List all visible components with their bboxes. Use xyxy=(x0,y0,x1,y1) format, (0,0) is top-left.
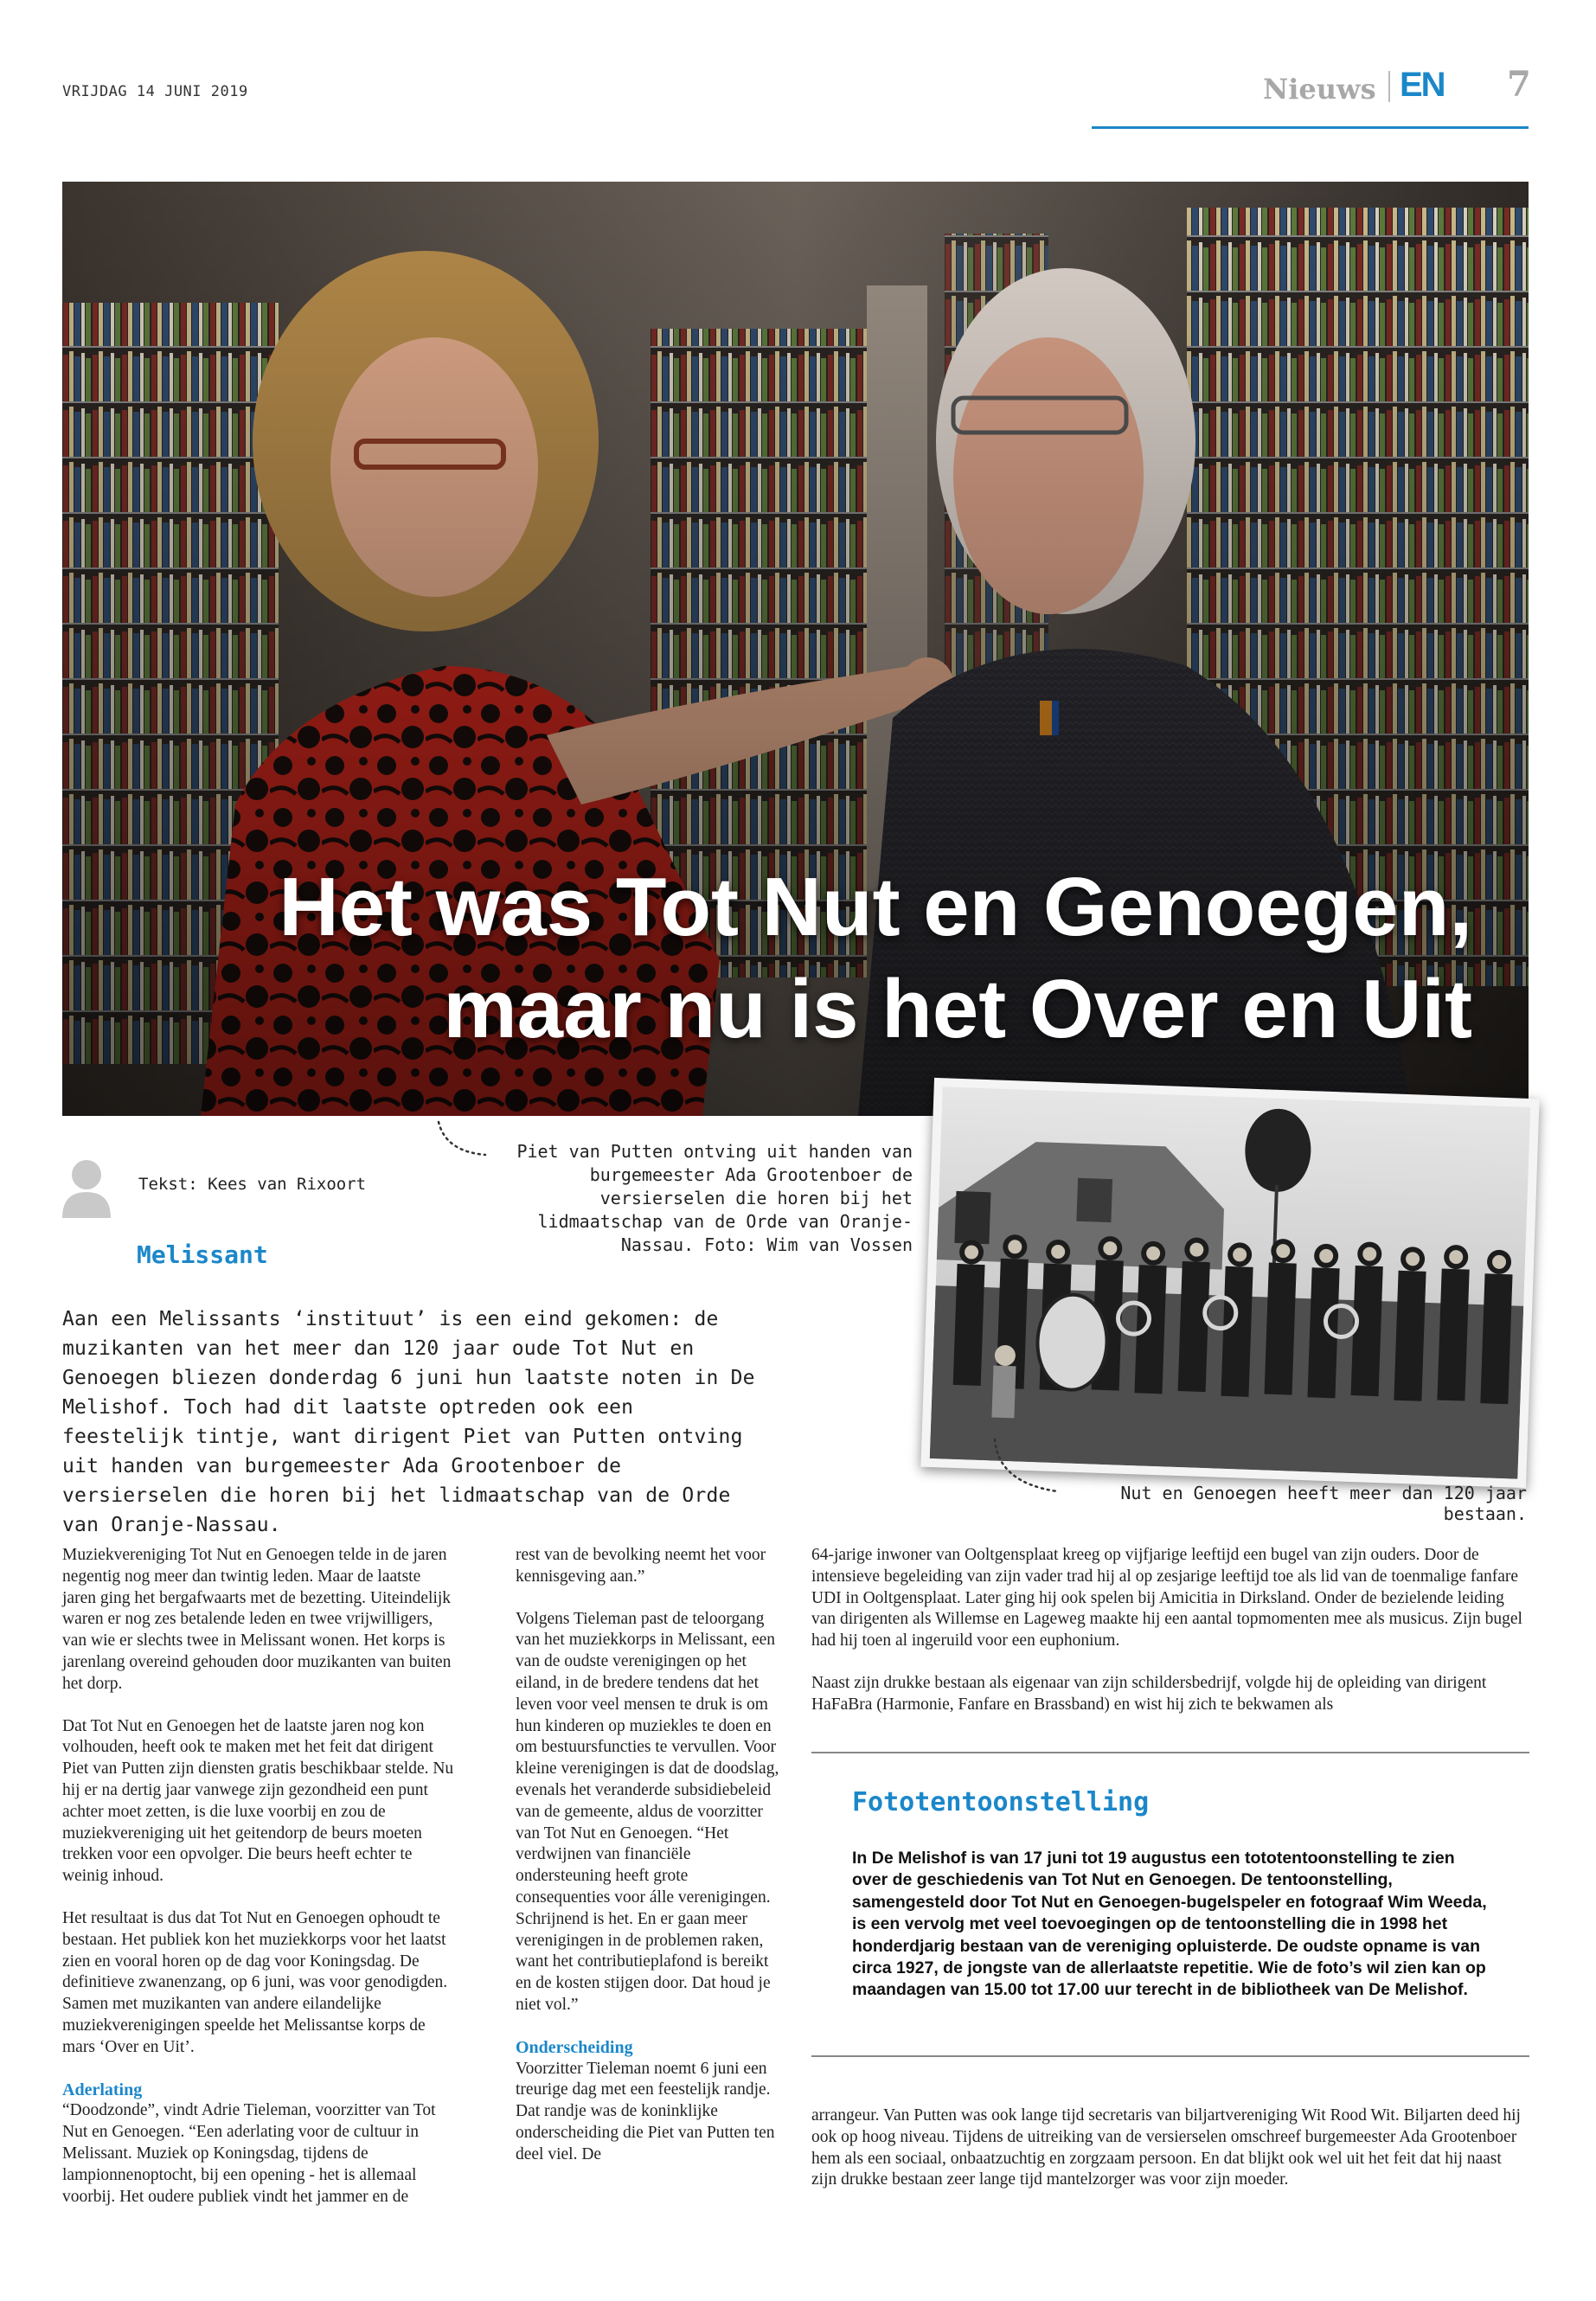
dateline: Melissant xyxy=(137,1240,268,1269)
headline xyxy=(62,856,1472,1061)
newspaper-logo: EN xyxy=(1400,66,1445,104)
article-column-3 xyxy=(811,1545,1529,1737)
paragraph: arrangeur. Van Putten was ook lange tijd secretaris van biljartvereniging Wit Rood Wit. Biljarten deed hij ook op hoog niveau. Tijdens de uitreiking van de versierselen omschreef burgemeester Ada Grootenboer hem als een sociaal, onbaatzuchtig en zorgzaam persoon. En dat blijkt ook wel uit het feit dat hij naast zijn drukke bestaan zeer lange tijd mantelzorger was voor zijn moeder. xyxy=(811,2106,1521,2189)
paragraph: Het resultaat is dus dat Tot Nut en Genoegen ophoudt te bestaan. Het publiek kon het muziekkorps voor het laatst zien en vooral horen op de dag voor Koningsdag. De definitieve zwanenzang, op 6 juni, was voor genodigden. Samen met muzikanten van andere eilandelijke muziekverenigingen speelde het Melissantse korps de mars ‘Over en Uit’. xyxy=(62,1908,448,2056)
headline-line-2: maar nu is het Over en Uit xyxy=(443,963,1472,1055)
article-column-3-continued xyxy=(811,2106,1529,2212)
article-intro: Aan een Melissants ‘instituut’ is een eind gekomen: de muzikanten van het meer dan 120 jaar oude Tot Nut en Genoegen bliezen donderdag 6 juni hun laatste noten in De Melishof. Toch had dit laatste optreden ook een feestelijk tintje, want dirigent Piet van Putten ontving uit handen van burgemeester Ada Grootenboer de versierselen die horen bij het lidmaatschap van de Orde van Oranje-Nassau. xyxy=(62,1308,755,1536)
factbox-rule-bottom xyxy=(811,2055,1529,2057)
paragraph: rest van de bevolking neemt het voor kennisgeving aan.” xyxy=(516,1546,766,1586)
paragraph: “Doodzonde”, vindt Adrie Tieleman, voorzitter van Tot Nut en Genoegen. “Een aderlating voor de cultuur in Melissant. Muziek op Koningsdag, tijdens de lampionnenoptocht, bij een opening - het is allemaal voorbij. Het oudere publiek vindt het jammer en de xyxy=(62,2101,436,2206)
paragraph: 64-jarige inwoner van Ooltgensplaat kreeg op vijfjarige leeftijd een bugel van zijn ouders. Door de intensieve begeleiding van zijn vader trad hij al op zesjarige leeftijd toe als lid van de toenmalige fanfare UDI in Ooltgensplaat. Later ging hij ook spelen bij Amicitia in Dirksland. Onder de bezielende leiding van dirigenten als Willemse en Lageweg maakte hij een aantal topmomenten mee als musicus. Zijn bugel had hij toen al ingeruild voor een euphonium. xyxy=(811,1546,1522,1650)
headline-line-1: Het was Tot Nut en Genoegen, xyxy=(279,861,1472,953)
section-label: Nieuws xyxy=(1263,73,1376,106)
factbox-rule-top xyxy=(811,1752,1529,1753)
article-column-2 xyxy=(516,1545,784,2187)
author-byline: Tekst: Kees van Rixoort xyxy=(138,1175,367,1194)
archive-photo xyxy=(920,1078,1539,1488)
caption-pointer xyxy=(437,1120,489,1159)
article-column-1 xyxy=(62,1545,458,2228)
factbox-title: Fototentoonstelling xyxy=(852,1787,1150,1817)
archive-photo-caption: Nut en Genoegen heeft meer dan 120 jaar bestaan. xyxy=(1120,1483,1527,1524)
issue-date: VRIJDAG 14 JUNI 2019 xyxy=(62,83,248,100)
paragraph: Volgens Tieleman past de teloorgang van het muziekkorps in Melissant, een van de oudste verenigingen op het eiland, in de bredere tendens dat het leven voor veel mensen te druk is om hun kinderen op muziekles te doen en om bestuursfuncties te vervullen. Voor kleine verenigingen is dat de doodslag, evenals het veranderde subsidiebeleid van de gemeente, aldus de voorzitter van Tot Nut en Genoegen. “Het verdwijnen van financiële ondersteuning heeft grote consequenties voor álle verenigingen. Schrijnend is het. En er gaan meer verenigingen in de problemen raken, want het contributieplafond is bereikt en de kosten stijgen door. Dat houd je niet vol.” xyxy=(516,1609,779,2014)
paragraph: Naast zijn drukke bestaan als eigenaar van zijn schildersbedrijf, volgde hij de opleiding van dirigent HaFaBra (Harmonie, Fanfare en Brassband) en wist hij zich te bekwamen als xyxy=(811,1673,1487,1714)
caption-pointer-2 xyxy=(993,1438,1062,1498)
paragraph: Muziekvereniging Tot Nut en Genoegen telde in de jaren negentig nog meer dan twintig leden. Maar de laatste jaren ging het bergafwaarts met de bezetting. Uiteindelijk waren er nog zes betalende leden en twee vrijwilligers, van wie er slechts twee in Melissant wonen. Het korps is jarenlang overeind gehouden door muzikanten van buiten het dorp. xyxy=(62,1546,452,1693)
person-silhouette-icon xyxy=(62,1157,111,1218)
paragraph: Voorzitter Tieleman noemt 6 juni een treurige dag met een feestelijk randje. Dat randje was de koninklijke onderscheiding die Piet van Putten ten deel viel. De xyxy=(516,2059,775,2163)
factbox-text: In De Melishof is van 17 juni tot 19 augustus een tototentoonstelling te zien over de geschiedenis van Tot Nut en Genoegen. De tentoonstelling, samengesteld door Tot Nut en Genoegen-bugelspeler en fotograaf Wim Weeda, is een vervolg met veel toevoegingen op de tentoonstelling die in 1998 het honderdjarig bestaan van de vereniging opluisterde. De oudste opname is van circa 1927, de jongste van de allerlaatste repetitie. Wie de foto’s wil zien kan op maandagen van 15.00 tot 17.00 uur terecht in de bibliotheek van De Melishof. xyxy=(852,1849,1487,2000)
header-divider xyxy=(1388,71,1390,102)
subheading: Aderlating xyxy=(62,2080,143,2099)
paragraph: Dat Tot Nut en Genoegen het de laatste jaren nog kon volhouden, heeft ook te maken met het feit dat dirigent Piet van Putten zijn diensten gratis beschikbaar stelde. Nu hij er na dertig jaar vanwege zijn gezondheid een punt achter moet zetten, is die luxe voorbij en zou de muziekvereniging uit het geitendorp de beurs moeten trekken voor een opvolger. Die beurs heeft echter te weinig inhoud. xyxy=(62,1716,454,1886)
header-rule xyxy=(1092,126,1529,129)
page-number: 7 xyxy=(1507,64,1531,105)
subheading: Onderscheiding xyxy=(516,2037,633,2057)
hero-photo-caption: Piet van Putten ontving uit handen van burgemeester Ada Grootenboer de versierselen die horen bij het lidmaatschap van de Orde van Oranje-Nassau. Foto: Wim van Vossen xyxy=(516,1141,913,1255)
